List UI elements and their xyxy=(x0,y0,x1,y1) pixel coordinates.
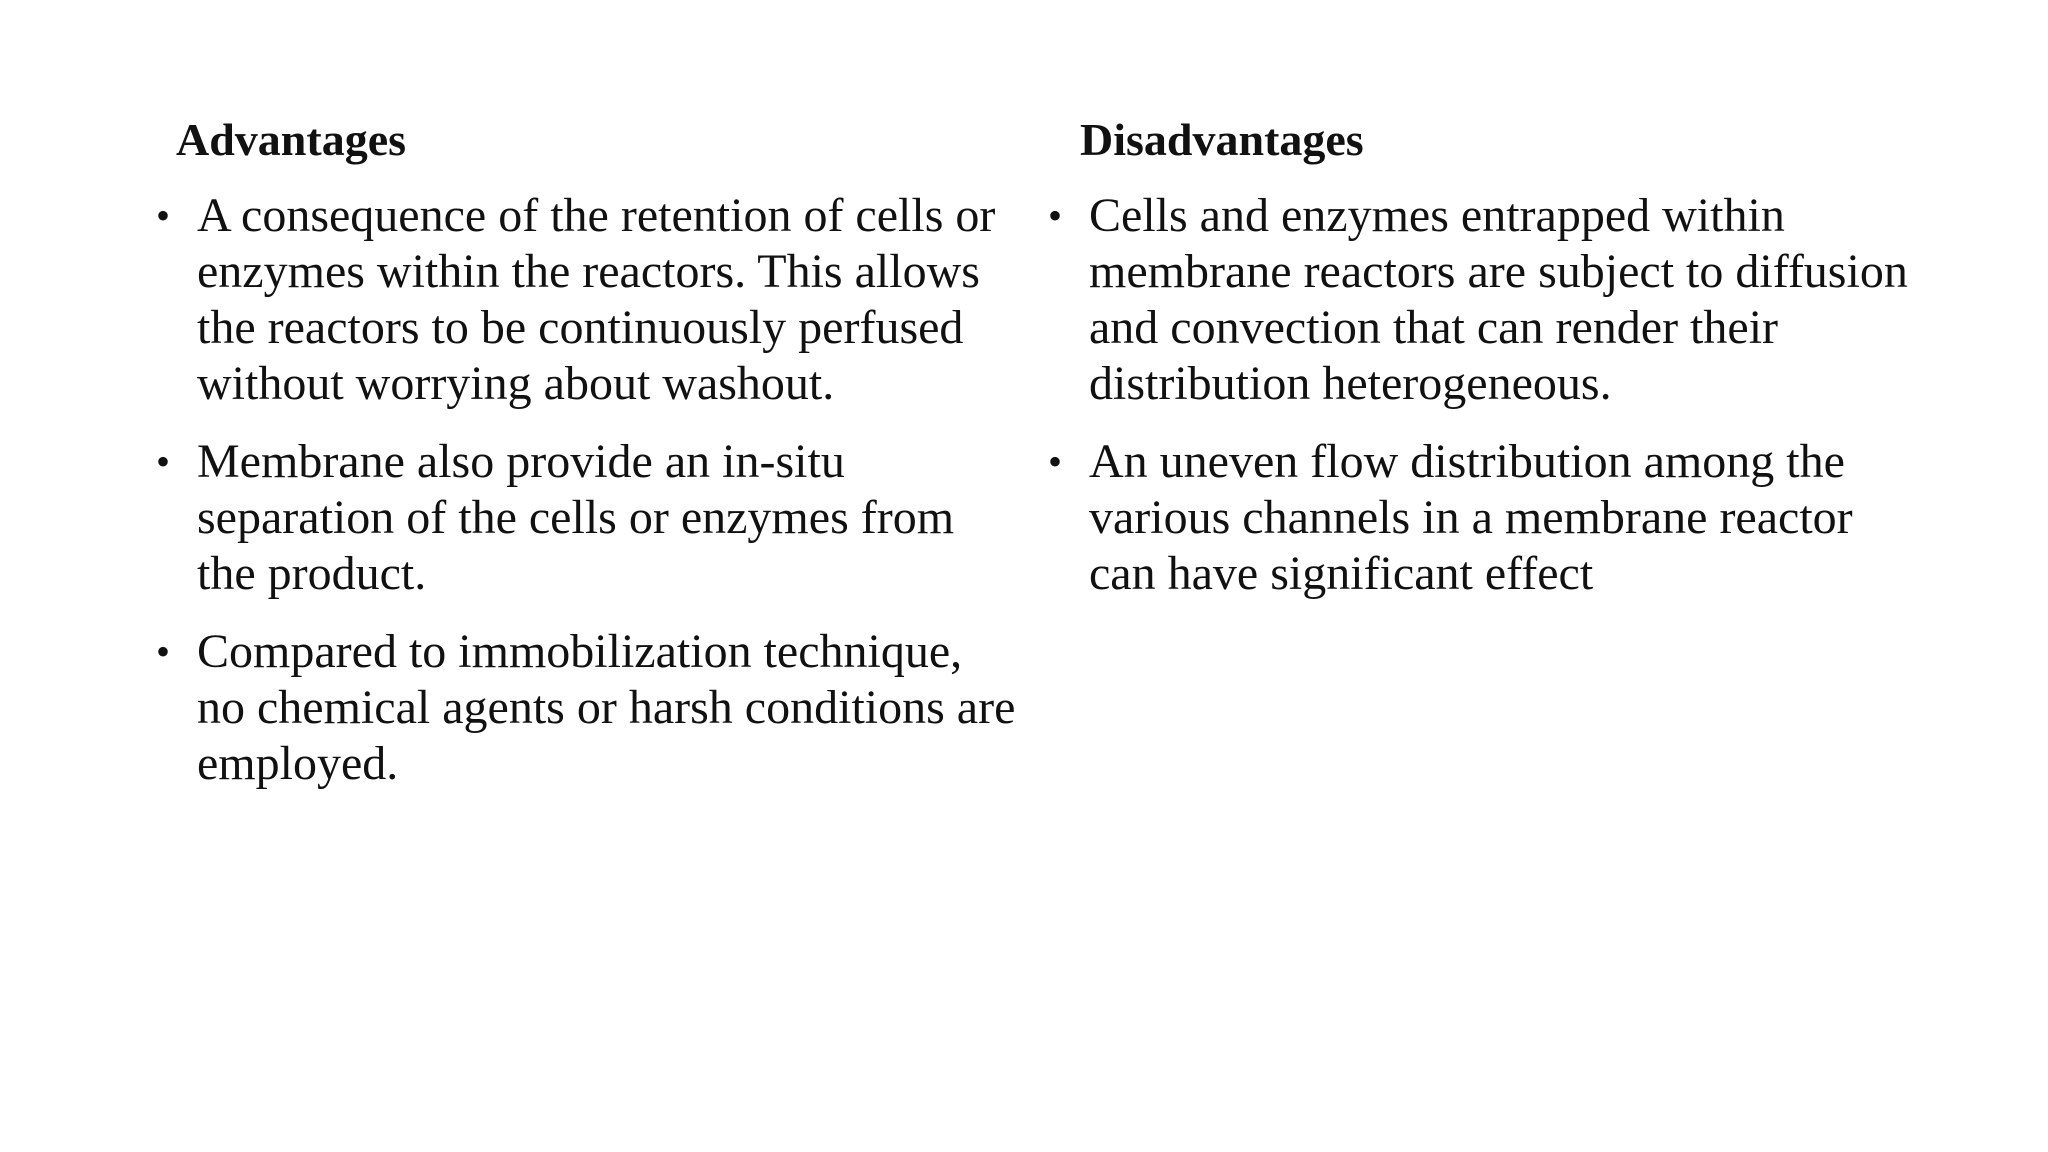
advantages-item-text: Membrane also provide an in-situ separation of the cells or enzymes from the product. xyxy=(197,435,955,600)
bullet-icon: • xyxy=(1048,193,1063,238)
disadvantages-item-text: An uneven flow distribution among the various channels in a membrane reactor can have significant effect xyxy=(1089,435,1853,600)
advantages-list xyxy=(148,188,1018,792)
disadvantages-item xyxy=(1040,434,1910,602)
disadvantages-heading: Disadvantages xyxy=(1080,114,1364,165)
bullet-icon: • xyxy=(156,439,171,484)
disadvantages-item-text: Cells and enzymes entrapped within membrane reactors are subject to diffusion and convection that can render their distribution heterogeneous. xyxy=(1089,189,1908,410)
advantages-heading: Advantages xyxy=(176,114,407,165)
advantages-item xyxy=(148,188,1018,412)
advantages-item-text: Compared to immobilization technique, no chemical agents or harsh conditions are employed. xyxy=(197,625,1016,790)
disadvantages-item xyxy=(1040,188,1910,412)
advantages-item-text: A consequence of the retention of cells or enzymes within the reactors. This allows the reactors to be continuously perfused without worrying about washout. xyxy=(197,189,996,410)
advantages-item xyxy=(148,434,1018,602)
bullet-icon: • xyxy=(156,193,171,238)
disadvantages-list xyxy=(1040,188,1910,602)
advantages-item xyxy=(148,624,1018,792)
advantages-column xyxy=(148,112,1018,814)
disadvantages-column xyxy=(1040,112,1910,624)
bullet-icon: • xyxy=(156,629,171,674)
bullet-icon: • xyxy=(1048,439,1063,484)
